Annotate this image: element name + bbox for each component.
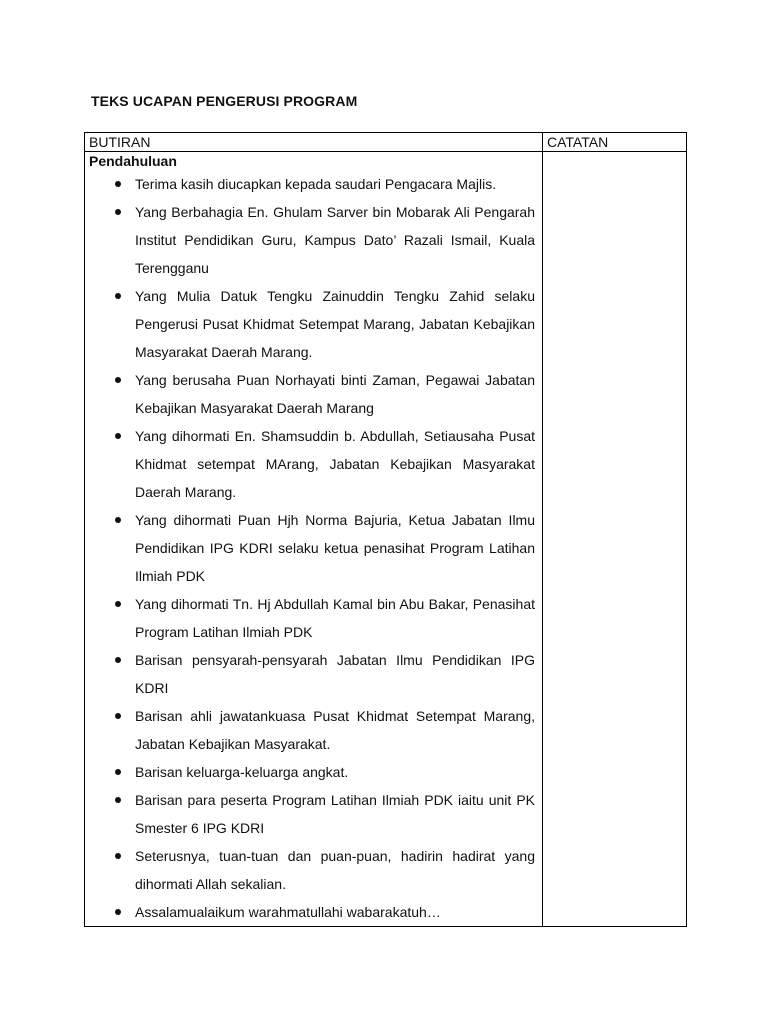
list-item [85,590,535,646]
bullet-icon [115,517,121,523]
speech-item-list [85,170,542,926]
speech-table [84,132,687,927]
list-item-text: Yang dihormati En. Shamsuddin b. Abdullah, Setiausaha Pusat Khidmat setempat MArang, Jabatan Kebajikan Masyarakat Daerah Marang. [135,428,535,500]
list-item [85,198,535,282]
table-row [85,152,687,927]
list-item [85,898,535,926]
table-header-row [85,133,687,152]
list-item-text: Barisan pensyarah-pensyarah Jabatan Ilmu Pendidikan IPG KDRI [135,652,535,696]
list-item-text: Yang Berbahagia En. Ghulam Sarver bin Mobarak Ali Pengarah Institut Pendidikan Guru, Kampus Dato’ Razali Ismail, Kuala Terengganu [135,204,535,276]
list-item [85,758,535,786]
bullet-icon [115,713,121,719]
list-item [85,646,535,702]
bullet-icon [115,433,121,439]
list-item-text: Seterusnya, tuan-tuan dan puan-puan, hadirin hadirat yang dihormati Allah sekalian. [135,848,535,892]
list-item [85,842,535,898]
bullet-icon [115,797,121,803]
list-item-text: Yang dihormati Puan Hjh Norma Bajuria, Ketua Jabatan Ilmu Pendidikan IPG KDRI selaku ketua penasihat Program Latihan Ilmiah PDK [135,512,535,584]
document-title: TEKS UCAPAN PENGERUSI PROGRAM [91,93,358,109]
bullet-icon [115,853,121,859]
list-item-text: Terima kasih diucapkan kepada saudari Pengacara Majlis. [135,176,497,192]
bullet-icon [115,601,121,607]
list-item-text: Yang berusaha Puan Norhayati binti Zaman, Pegawai Jabatan Kebajikan Masyarakat Daerah Marang [135,372,535,416]
list-item [85,422,535,506]
header-butiran: BUTIRAN [85,133,543,152]
section-heading: Pendahuluan [89,153,177,169]
list-item [85,506,535,590]
bullet-icon [115,181,121,187]
header-catatan: CATATAN [543,133,687,152]
list-item-text: Barisan para peserta Program Latihan Ilmiah PDK iaitu unit PK Smester 6 IPG KDRI [135,792,535,836]
list-item-text: Assalamualaikum warahmatullahi wabarakatuh… [135,904,441,920]
list-item [85,170,535,198]
list-item-text: Barisan ahli jawatankuasa Pusat Khidmat Setempat Marang, Jabatan Kebajikan Masyarakat. [135,708,535,752]
list-item-text: Yang dihormati Tn. Hj Abdullah Kamal bin Abu Bakar, Penasihat Program Latihan Ilmiah PDK [135,596,535,640]
list-item [85,366,535,422]
list-item [85,786,535,842]
list-item-text: Barisan keluarga-keluarga angkat. [135,764,349,780]
bullet-icon [115,769,121,775]
butiran-cell [85,152,543,927]
bullet-icon [115,909,121,915]
catatan-cell [543,152,687,927]
bullet-icon [115,293,121,299]
bullet-icon [115,657,121,663]
list-item-text: Yang Mulia Datuk Tengku Zainuddin Tengku Zahid selaku Pengerusi Pusat Khidmat Setempat Marang, Jabatan Kebajikan Masyarakat Daerah Marang. [135,288,535,360]
list-item [85,282,535,366]
bullet-icon [115,377,121,383]
bullet-icon [115,209,121,215]
list-item [85,702,535,758]
